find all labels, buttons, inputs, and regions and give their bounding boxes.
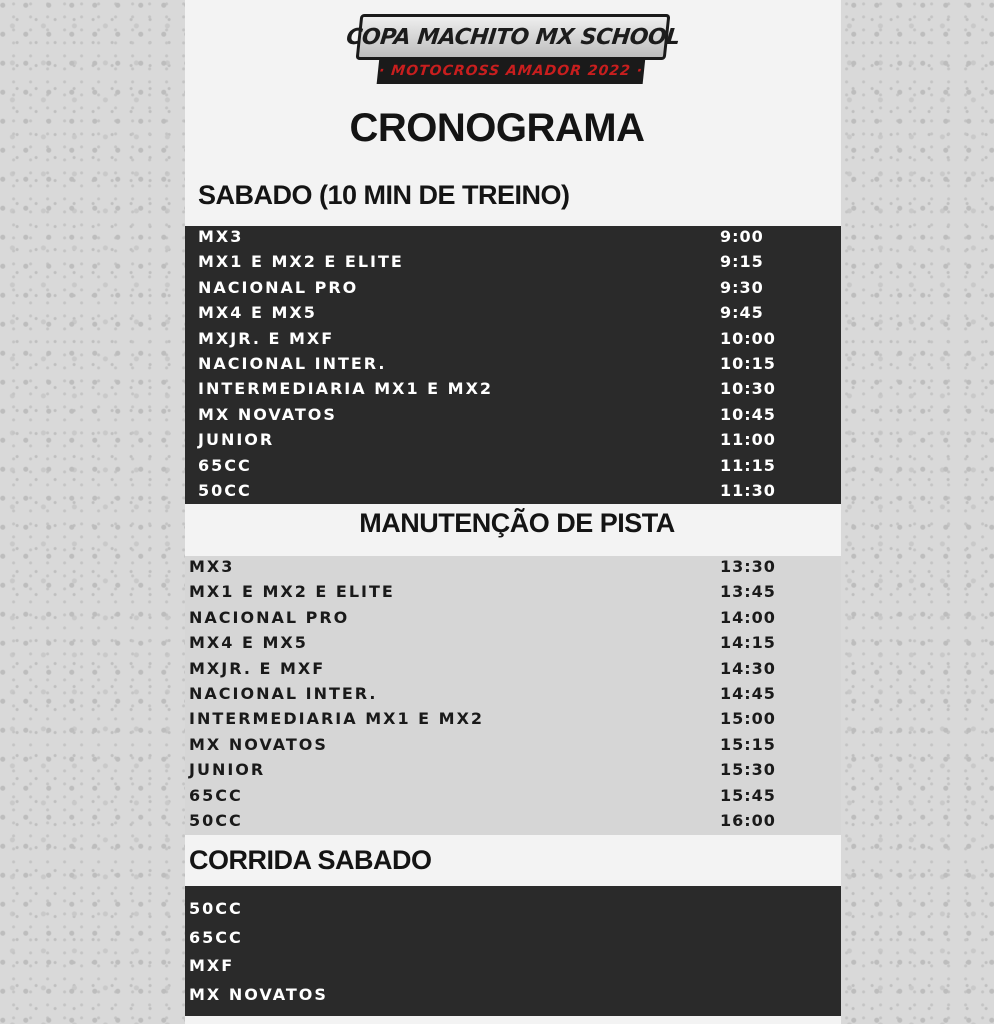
logo-title-plate: [345, 14, 681, 60]
session-time: 11:30: [720, 481, 776, 500]
category-name: MXF: [189, 956, 235, 975]
session-time: 11:15: [720, 455, 776, 475]
schedule-row: [185, 224, 841, 249]
treino-schedule-table: [185, 226, 841, 504]
session-time: 14:45: [720, 684, 776, 703]
schedule-row: [185, 554, 841, 579]
schedule-row: [185, 579, 841, 604]
category-name: MX1 E MX2 E ELITE: [189, 582, 395, 602]
category-name: 65CC: [189, 785, 243, 805]
corrida-heading: CORRIDA SABADO: [189, 845, 432, 875]
category-name: 65CC: [189, 927, 243, 947]
category-name: 50CC: [189, 899, 243, 918]
session-time: 9:30: [720, 277, 764, 297]
schedule-row: [185, 681, 841, 706]
logo-title: COPA MACHITO MX SCHOOL: [345, 24, 681, 50]
page-title: CRONOGRAMA: [349, 106, 645, 150]
logo-subtitle-plate: [377, 58, 646, 84]
category-name: NACIONAL INTER.: [189, 684, 378, 703]
session-time: 13:30: [720, 557, 776, 576]
schedule-row: [185, 478, 841, 503]
schedule-row: [185, 896, 841, 921]
schedule-row: [185, 326, 841, 351]
category-name: MX NOVATOS: [198, 404, 337, 424]
category-name: MX4 E MX5: [198, 303, 317, 323]
treino-heading: SABADO (10 MIN DE TREINO): [198, 180, 570, 210]
category-name: INTERMEDIARIA MX1 E MX2: [189, 709, 485, 729]
schedule-row: [185, 351, 841, 376]
category-name: MX NOVATOS: [189, 984, 328, 1004]
category-name: NACIONAL PRO: [198, 277, 359, 297]
session-time: 14:15: [720, 633, 776, 653]
schedule-row: [185, 275, 841, 300]
category-name: MXJR. E MXF: [189, 658, 326, 678]
schedule-row: [185, 402, 841, 427]
session-time: 9:45: [720, 303, 764, 323]
schedule-row: [185, 249, 841, 274]
category-name: 50CC: [198, 481, 252, 500]
manutencao-heading: MANUTENÇÃO DE PISTA: [359, 508, 675, 538]
schedule-row: [185, 605, 841, 630]
schedule-row: [185, 783, 841, 808]
session-time: 10:15: [720, 354, 776, 373]
session-time: 10:30: [720, 379, 776, 399]
session-time: 15:15: [720, 734, 776, 754]
logo-subtitle: · MOTOCROSS AMADOR 2022 ·: [378, 63, 644, 79]
schedule-row: [185, 630, 841, 655]
category-name: JUNIOR: [198, 430, 275, 450]
session-time: 10:00: [720, 328, 776, 348]
category-name: MX1 E MX2 E ELITE: [198, 252, 404, 272]
schedule-row: [185, 808, 841, 833]
schedule-row: [185, 427, 841, 452]
schedule-row: [185, 757, 841, 782]
schedule-row: [185, 300, 841, 325]
category-name: INTERMEDIARIA MX1 E MX2: [198, 379, 494, 399]
session-time: 11:00: [720, 430, 776, 450]
session-time: 15:30: [720, 760, 776, 780]
session-time: 14:00: [720, 607, 776, 627]
event-logo: [345, 14, 681, 92]
session-time: 16:00: [720, 811, 776, 830]
category-name: MX3: [198, 227, 244, 246]
schedule-row: [185, 925, 841, 950]
category-name: MX3: [189, 557, 235, 576]
schedule-row: [185, 656, 841, 681]
category-name: NACIONAL PRO: [189, 607, 350, 627]
schedule-row: [185, 376, 841, 401]
category-name: 65CC: [198, 455, 252, 475]
session-time: 14:30: [720, 658, 776, 678]
schedule-row: [185, 953, 841, 978]
schedule-row: [185, 732, 841, 757]
schedule-row: [185, 982, 841, 1007]
category-name: MX NOVATOS: [189, 734, 328, 754]
manutencao-schedule-table: [185, 556, 841, 835]
session-time: 15:45: [720, 785, 776, 805]
category-name: MX4 E MX5: [189, 633, 308, 653]
category-name: 50CC: [189, 811, 243, 830]
schedule-row: [185, 453, 841, 478]
session-time: 10:45: [720, 404, 776, 424]
category-name: MXJR. E MXF: [198, 328, 335, 348]
category-name: NACIONAL INTER.: [198, 354, 387, 373]
session-time: 9:15: [720, 252, 764, 272]
session-time: 9:00: [720, 227, 764, 246]
session-time: 13:45: [720, 582, 776, 602]
schedule-row: [185, 706, 841, 731]
session-time: 15:00: [720, 709, 776, 729]
corrida-category-list: [185, 886, 841, 1016]
category-name: JUNIOR: [189, 760, 266, 780]
